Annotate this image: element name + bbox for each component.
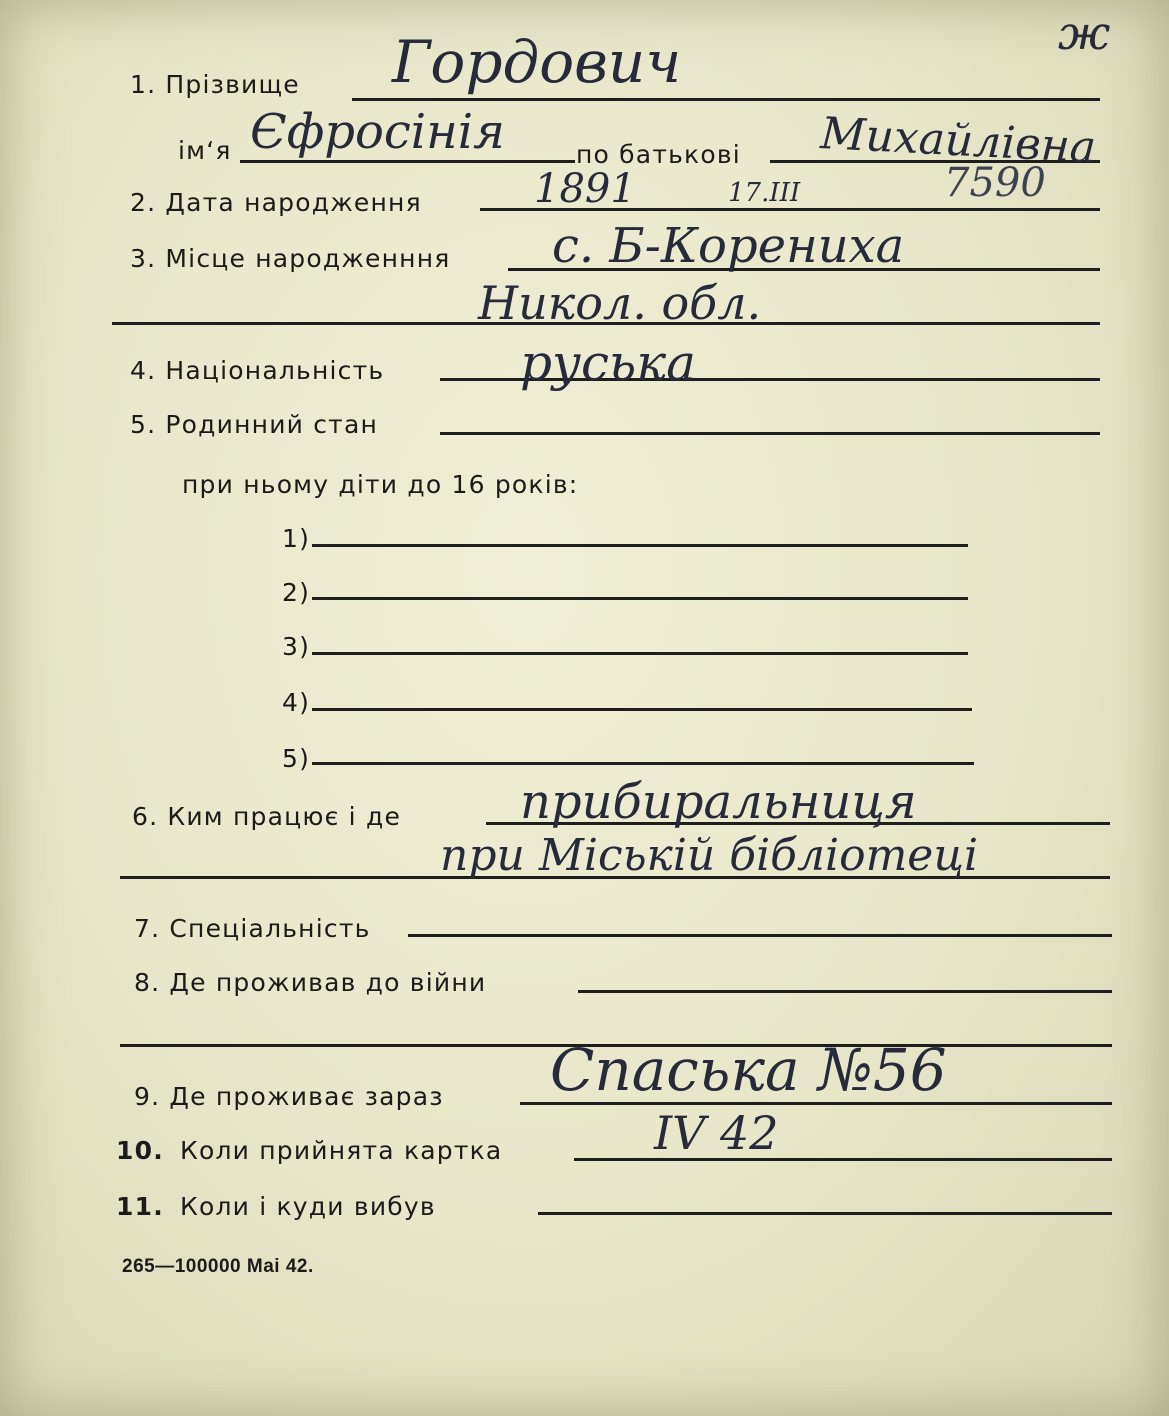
departed-line xyxy=(538,1212,1112,1215)
card-accepted-label: Коли прийнята картка xyxy=(180,1136,503,1165)
specialty-label: 7. Спеціальність xyxy=(134,914,371,943)
current-address-value: Спаська №56 xyxy=(550,1036,947,1104)
prewar-residence-line-1 xyxy=(578,990,1112,993)
child-5-line xyxy=(312,762,974,765)
dob-number-value: 7590 xyxy=(944,160,1046,206)
family-status-label: 5. Родинний стан xyxy=(130,410,379,439)
nationality-label: 4. Національність xyxy=(130,356,385,385)
child-2-line xyxy=(312,597,968,600)
children-label: при ньому діти до 16 років: xyxy=(182,470,579,499)
patronymic-label: по батькові xyxy=(576,140,741,169)
child-4-line xyxy=(312,708,972,711)
dob-label: 2. Дата народження xyxy=(130,188,422,217)
child-5-label: 5) xyxy=(282,744,311,773)
family-status-line xyxy=(440,432,1100,435)
surname-value: Гордович xyxy=(392,28,682,96)
name-line xyxy=(240,160,575,163)
corner-handwritten-mark: ж xyxy=(1058,6,1111,60)
card-accepted-value: IV 42 xyxy=(654,1106,779,1160)
specialty-line xyxy=(408,934,1112,937)
birthplace-value-2: Никол. обл. xyxy=(478,276,762,330)
birthplace-value-1: с. Б-Корениха xyxy=(552,218,905,274)
patronymic-value: Михайлівна xyxy=(819,108,1098,174)
work-label: 6. Ким працює і де xyxy=(132,802,402,831)
work-value-2: при Міській бібліотеці xyxy=(440,830,979,881)
surname-label: 1. Прізвище xyxy=(130,70,300,99)
child-2-label: 2) xyxy=(282,578,311,607)
print-code: 265—100000 Mai 42. xyxy=(122,1256,314,1277)
departed-label: Коли і куди вибув xyxy=(180,1192,436,1221)
current-address-label: 9. Де проживає зараз xyxy=(134,1082,444,1111)
nationality-value: руська xyxy=(520,334,696,392)
name-label: ім‘я xyxy=(178,136,232,165)
child-1-label: 1) xyxy=(282,524,311,553)
child-3-label: 3) xyxy=(282,632,311,661)
birthplace-label: 3. Місце народженння xyxy=(130,244,451,273)
first-name-value: Єфросінія xyxy=(250,104,505,160)
child-1-line xyxy=(312,544,968,547)
dob-day-month-value: 17.III xyxy=(728,178,801,208)
surname-line xyxy=(352,98,1100,101)
child-4-label: 4) xyxy=(282,688,311,717)
card-accepted-number: 10. xyxy=(116,1136,164,1165)
child-3-line xyxy=(312,652,968,655)
work-value-1: прибиральниця xyxy=(520,774,917,830)
departed-number: 11. xyxy=(116,1192,164,1221)
prewar-residence-label: 8. Де проживав до війни xyxy=(134,968,487,997)
dob-year-value: 1891 xyxy=(534,166,636,212)
